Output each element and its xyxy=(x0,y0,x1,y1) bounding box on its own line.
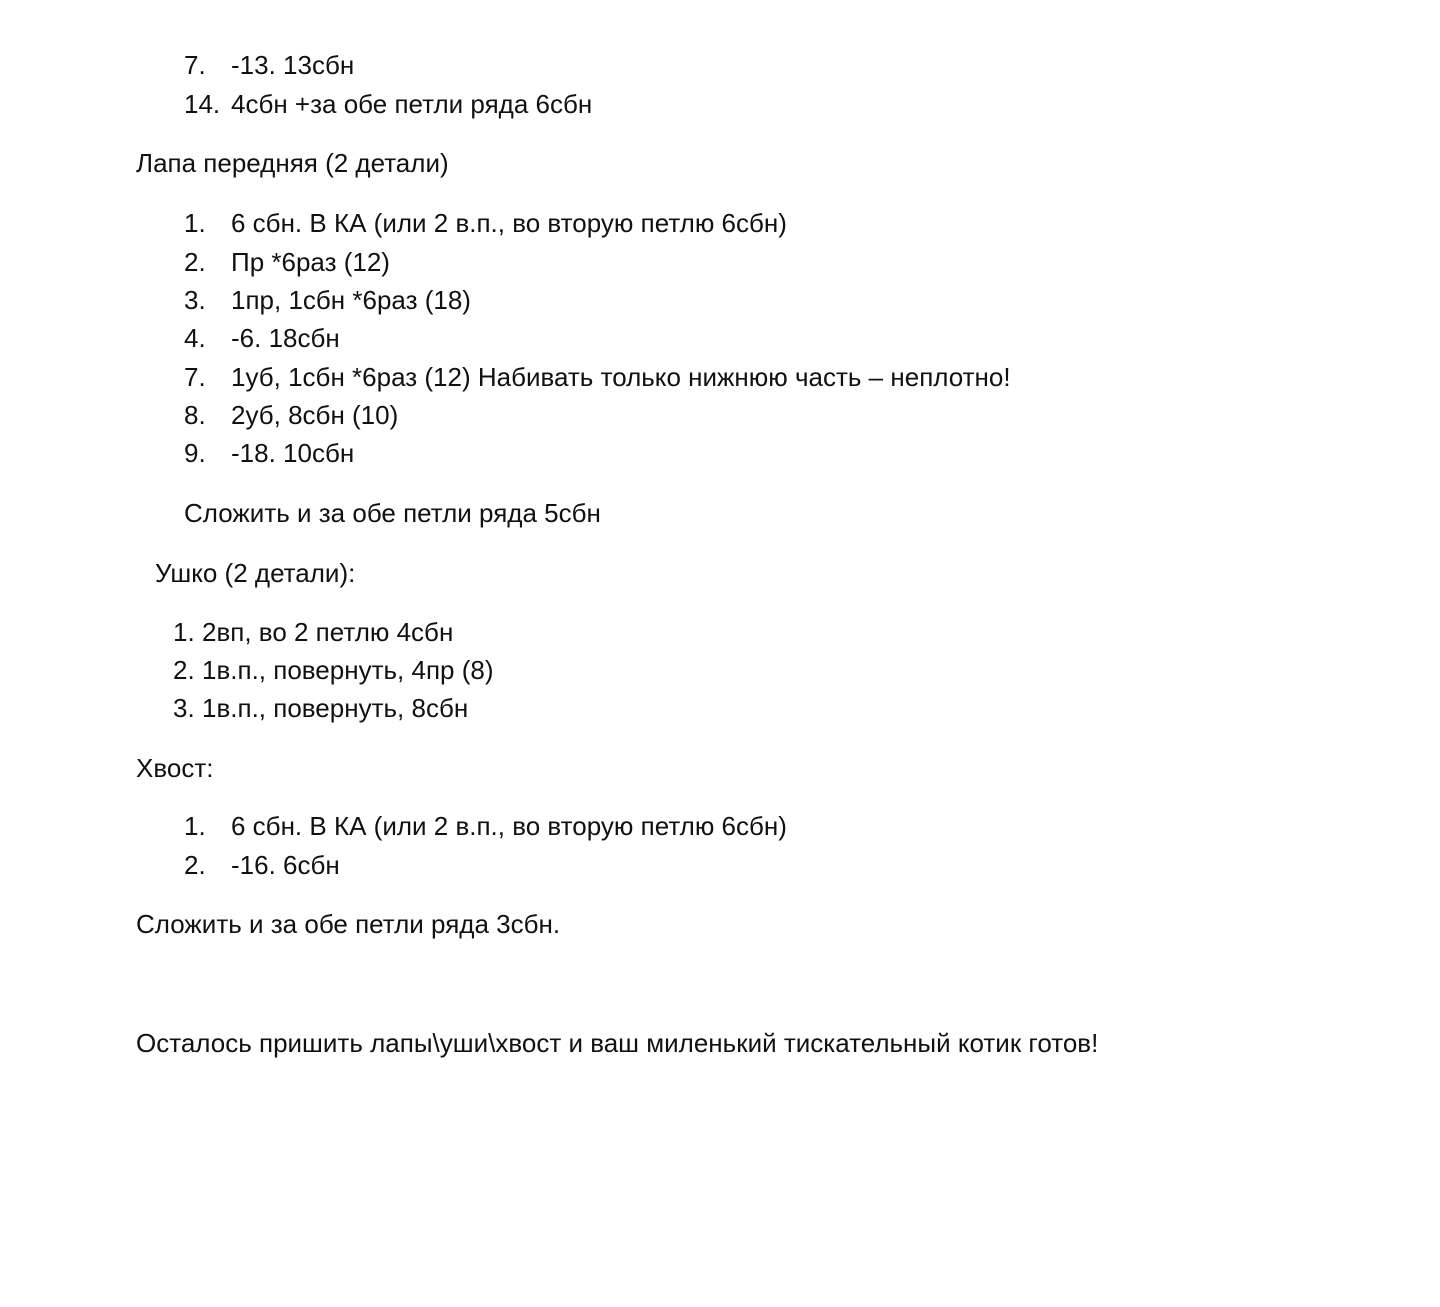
list-number: 2. xyxy=(173,655,195,685)
section-heading-front-paw: Лапа передняя (2 детали) xyxy=(136,148,449,178)
list-text: -13. 13сбн xyxy=(231,50,355,80)
list-number: 1. xyxy=(184,811,206,841)
list-text: 6 сбн. В КА (или 2 в.п., во вторую петлю 6сбн) xyxy=(231,208,787,238)
list-text: Пр *6раз (12) xyxy=(231,247,390,277)
list-text: 1пр, 1сбн *6раз (18) xyxy=(231,285,471,315)
list-text: 4сбн +за обе петли ряда 6сбн xyxy=(231,89,593,119)
list-number: 3. xyxy=(184,285,206,315)
list-number: 4. xyxy=(184,323,206,353)
list-text: 2вп, во 2 петлю 4сбн xyxy=(202,617,454,647)
section-heading-ear: Ушко (2 детали): xyxy=(155,558,356,588)
list-text: -16. 6сбн xyxy=(231,850,340,880)
list-text: 1в.п., повернуть, 8сбн xyxy=(202,693,469,723)
section-heading-tail: Хвост: xyxy=(136,753,214,783)
list-number: 1. xyxy=(173,617,195,647)
list-number: 7. xyxy=(184,362,206,392)
list-number: 8. xyxy=(184,400,206,430)
front-paw-note: Сложить и за обе петли ряда 5сбн xyxy=(184,498,601,528)
list-number: 1. xyxy=(184,208,206,238)
list-text: 6 сбн. В КА (или 2 в.п., во вторую петлю 6сбн) xyxy=(231,811,787,841)
list-number: 14. xyxy=(184,89,221,119)
list-number: 3. xyxy=(173,693,195,723)
list-text: 1в.п., повернуть, 4пр (8) xyxy=(202,655,494,685)
list-text: -6. 18сбн xyxy=(231,323,340,353)
list-number: 7. xyxy=(184,50,206,80)
list-text: 1уб, 1сбн *6раз (12) Набивать только нижнюю часть – неплотно! xyxy=(231,362,1011,392)
list-text: 2уб, 8сбн (10) xyxy=(231,400,399,430)
final-note: Осталось пришить лапы\уши\хвост и ваш миленький тискательный котик готов! xyxy=(136,1028,1099,1058)
tail-note: Сложить и за обе петли ряда 3сбн. xyxy=(136,909,561,939)
list-number: 2. xyxy=(184,247,206,277)
list-number: 9. xyxy=(184,438,206,468)
list-text: -18. 10сбн xyxy=(231,438,355,468)
list-number: 2. xyxy=(184,850,206,880)
